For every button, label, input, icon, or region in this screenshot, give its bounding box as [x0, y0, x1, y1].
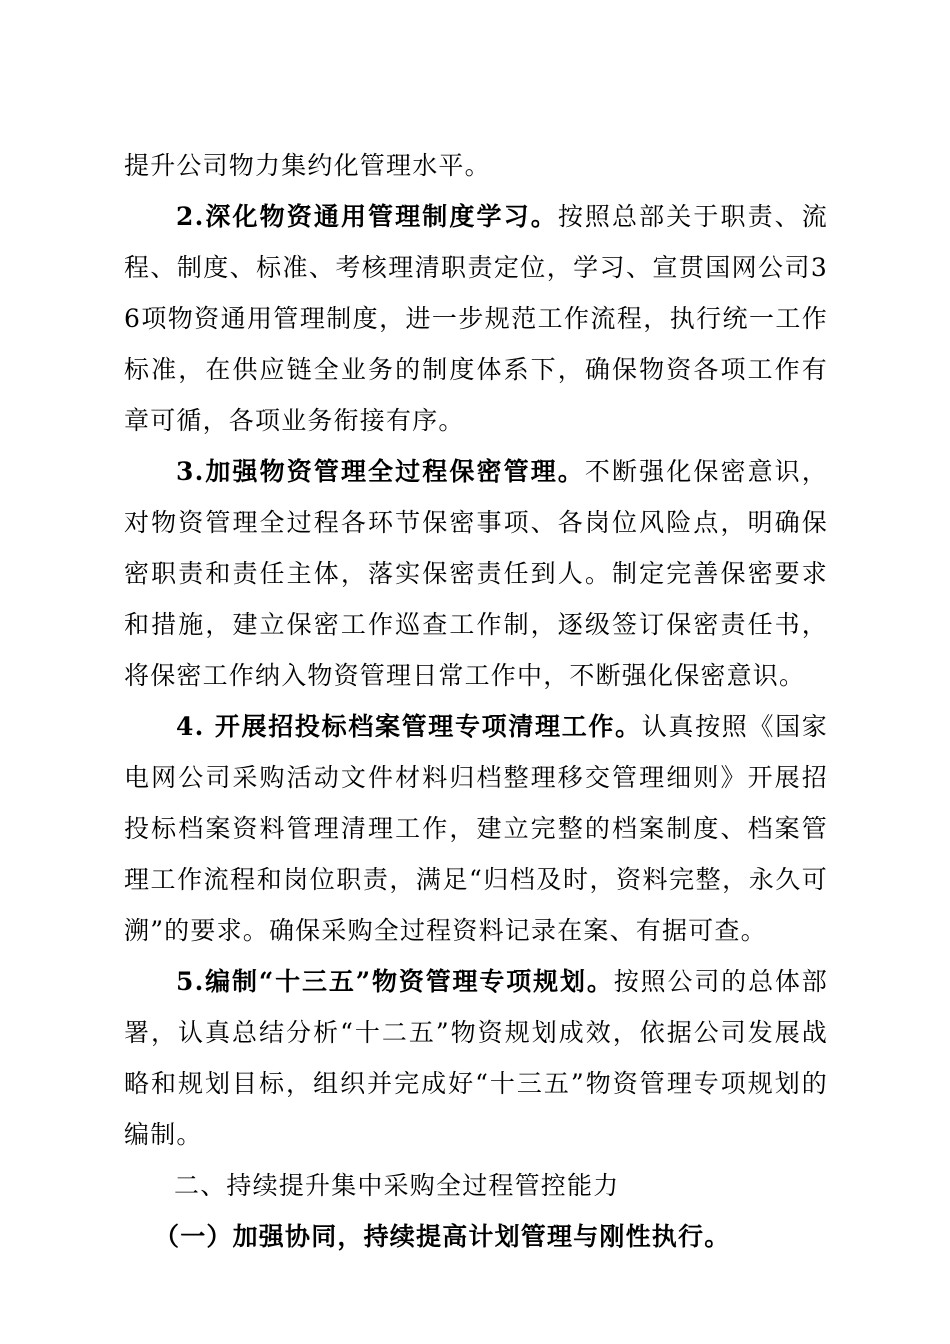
subsection-title: （一）加强协同，持续提高计划管理与刚性执行。	[154, 1222, 731, 1251]
paragraph-lead: 5.编制“十三五”物资管理专项规划。	[176, 967, 614, 996]
paragraph-continuation	[124, 140, 828, 191]
paragraph-item-4	[124, 701, 828, 956]
paragraph-lead: 3.加强物资管理全过程保密管理。	[176, 457, 585, 486]
paragraph-body: 按照总部关于职责、流程、制度、标准、考核理清职责定位，学习、宣贯国网公司36项物资通用管理制度，进一步规范工作流程，执行统一工作标准，在供应链全业务的制度体系下，确保物资各项工作有章可循，各项业务衔接有序。	[124, 202, 828, 435]
paragraph-body: 提升公司物力集约化管理水平。	[124, 151, 491, 180]
paragraph-item-2	[124, 191, 828, 446]
paragraph-body: 按照公司的总体部署，认真总结分析“十二五”物资规划成效，依据公司发展战略和规划目标，组织并完成好“十三五”物资管理专项规划的编制。	[124, 967, 828, 1149]
paragraph-item-3	[124, 446, 828, 701]
paragraph-body: 不断强化保密意识，对物资管理全过程各环节保密事项、各岗位风险点，明确保密职责和责任主体，落实保密责任到人。制定完善保密要求和措施，建立保密工作巡查工作制，逐级签订保密责任书，将保密工作纳入物资管理日常工作中，不断强化保密意识。	[124, 457, 828, 690]
paragraph-lead: 4. 开展招投标档案管理专项清理工作。	[176, 712, 642, 741]
section-title: 二、持续提升集中采购全过程管控能力	[174, 1171, 620, 1200]
paragraph-item-5	[124, 956, 828, 1160]
paragraph-lead: 2.深化物资通用管理制度学习。	[176, 202, 558, 231]
paragraph-body: 认真按照《国家电网公司采购活动文件材料归档整理移交管理细则》开展招投标档案资料管理清理工作，建立完整的档案制度、档案管理工作流程和岗位职责，满足“归档及时，资料完整，永久可溯”的要求。确保采购全过程资料记录在案、有据可查。	[124, 712, 829, 945]
